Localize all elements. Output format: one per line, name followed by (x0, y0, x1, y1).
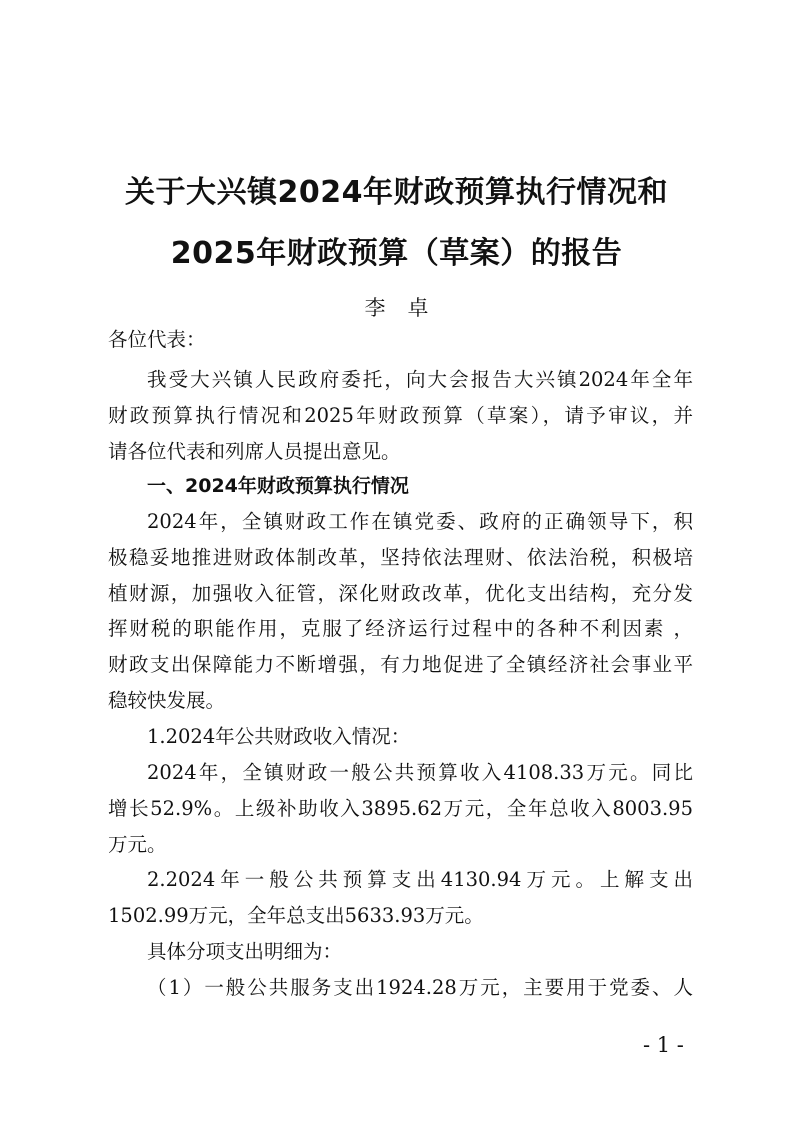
item-2-para-line-2: 1502.99万元，全年总支出5633.93万元。 (108, 904, 484, 927)
item-2-para-line-1: 2.2024年一般公共预算支出4130.94万元。上解支出 (147, 868, 693, 891)
item-1-para-line-3: 万元。 (108, 833, 167, 856)
section-heading: 一、2024年财政预算执行情况 (147, 475, 409, 497)
section-para-line-4: 挥财税的职能作用，克服了经济运行过程中的各种不利因素 ， (108, 617, 693, 640)
section-para-line-6: 稳较快发展。 (108, 689, 226, 712)
intro-line-1: 我受大兴镇人民政府委托，向大会报告大兴镇2024年全年 (147, 368, 693, 391)
document-title-line-2: 2025年财政预算（草案）的报告 (170, 236, 623, 271)
section-para-line-1: 2024年，全镇财政工作在镇党委、政府的正确领导下，积 (147, 510, 693, 533)
author-name: 李卓 (364, 296, 451, 320)
item-1-para-line-2: 增长52.9%。上级补助收入3895.62万元，全年总收入8003.95 (108, 797, 693, 820)
detail-item-1: （1）一般公共服务支出1924.28万元，主要用于党委、人 (147, 976, 693, 999)
item-1-para-line-1: 2024年，全镇财政一般公共预算收入4108.33万元。同比 (147, 761, 693, 784)
salutation: 各位代表： (108, 328, 206, 351)
section-para-line-2: 极稳妥地推进财政体制改革，坚持依法理财、依法治税，积极培 (108, 546, 693, 569)
intro-line-3: 请各位代表和列席人员提出意见。 (108, 440, 401, 463)
page-number: - 1 - (643, 1033, 684, 1057)
section-para-line-3: 植财源，加强收入征管，深化财政改革，优化支出结构，充分发 (108, 582, 693, 605)
detail-heading: 具体分项支出明细为： (147, 940, 343, 963)
document-title-line-1: 关于大兴镇2024年财政预算执行情况和 (125, 175, 668, 210)
intro-line-2: 财政预算执行情况和2025年财政预算（草案），请予审议，并 (108, 404, 693, 427)
section-para-line-5: 财政支出保障能力不断增强，有力地促进了全镇经济社会事业平 (108, 653, 693, 676)
item-1-heading: 1.2024年公共财政收入情况： (147, 725, 411, 748)
